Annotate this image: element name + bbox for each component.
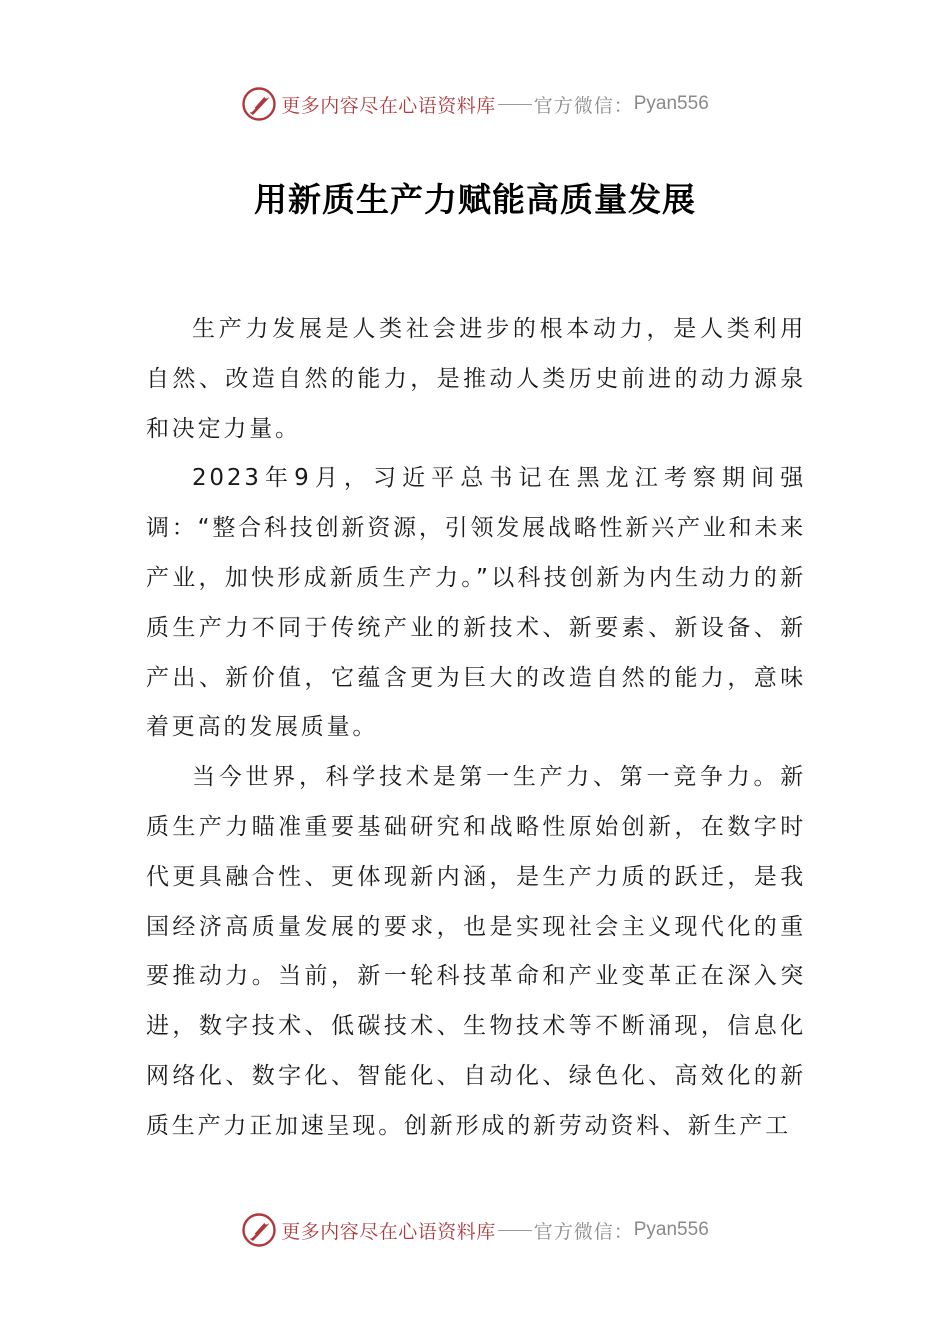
document-body: [146, 305, 806, 1152]
wechat-label: 官方微信：: [533, 94, 634, 117]
dash-separator: [498, 1230, 532, 1231]
paragraph-3: 当今世界，科学技术是第一生产力、第一竞争力。新质生产力瞄准重要基础研究和战略性原始创新，在数字时代更具融合性、更体现新内涵，是生产力质的跃迁，是我国经济高质量发展的要求，也是实现社会主义现代化的重要推动力。当前，新一轮科技革命和产业变革正在深入突进，数字技术、低碳技术、生物技术等不断涌现，信息化网络化、数字化、智能化、自动化、绿色化、高效化的新质生产力正加速呈现。创新形成的新劳动资料、新生产工: [146, 764, 806, 1139]
header-watermark-banner: [0, 82, 950, 126]
wechat-id: Pyan556: [633, 93, 709, 114]
promo-text: 更多内容尽在心语资料库: [281, 1220, 496, 1243]
document-title: 用新质生产力赋能高质量发展: [254, 180, 696, 219]
paragraph-2: 2023年9月，习近平总书记在黑龙江考察期间强调：“整合科技创新资源，引领发展战略性新兴产业和未来产业，加快形成新质生产力。”以科技创新为内生动力的新质生产力不同于传统产业的新技术、新要素、新设备、新产出、新价值，它蕴含更为巨大的改造自然的能力，意味着更高的发展质量。: [146, 465, 806, 741]
quill-pen-logo-icon: [241, 86, 277, 122]
quill-pen-logo-icon: [241, 1212, 277, 1248]
promo-text: 更多内容尽在心语资料库: [281, 94, 496, 117]
dash-separator: [498, 104, 532, 105]
wechat-id: Pyan556: [633, 1219, 709, 1240]
wechat-label: 官方微信：: [533, 1220, 634, 1243]
paragraph-1: 生产力发展是人类社会进步的根本动力，是人类利用自然、改造自然的能力，是推动人类历史前进的动力源泉和决定力量。: [146, 316, 806, 442]
footer-watermark-banner: [0, 1208, 950, 1252]
